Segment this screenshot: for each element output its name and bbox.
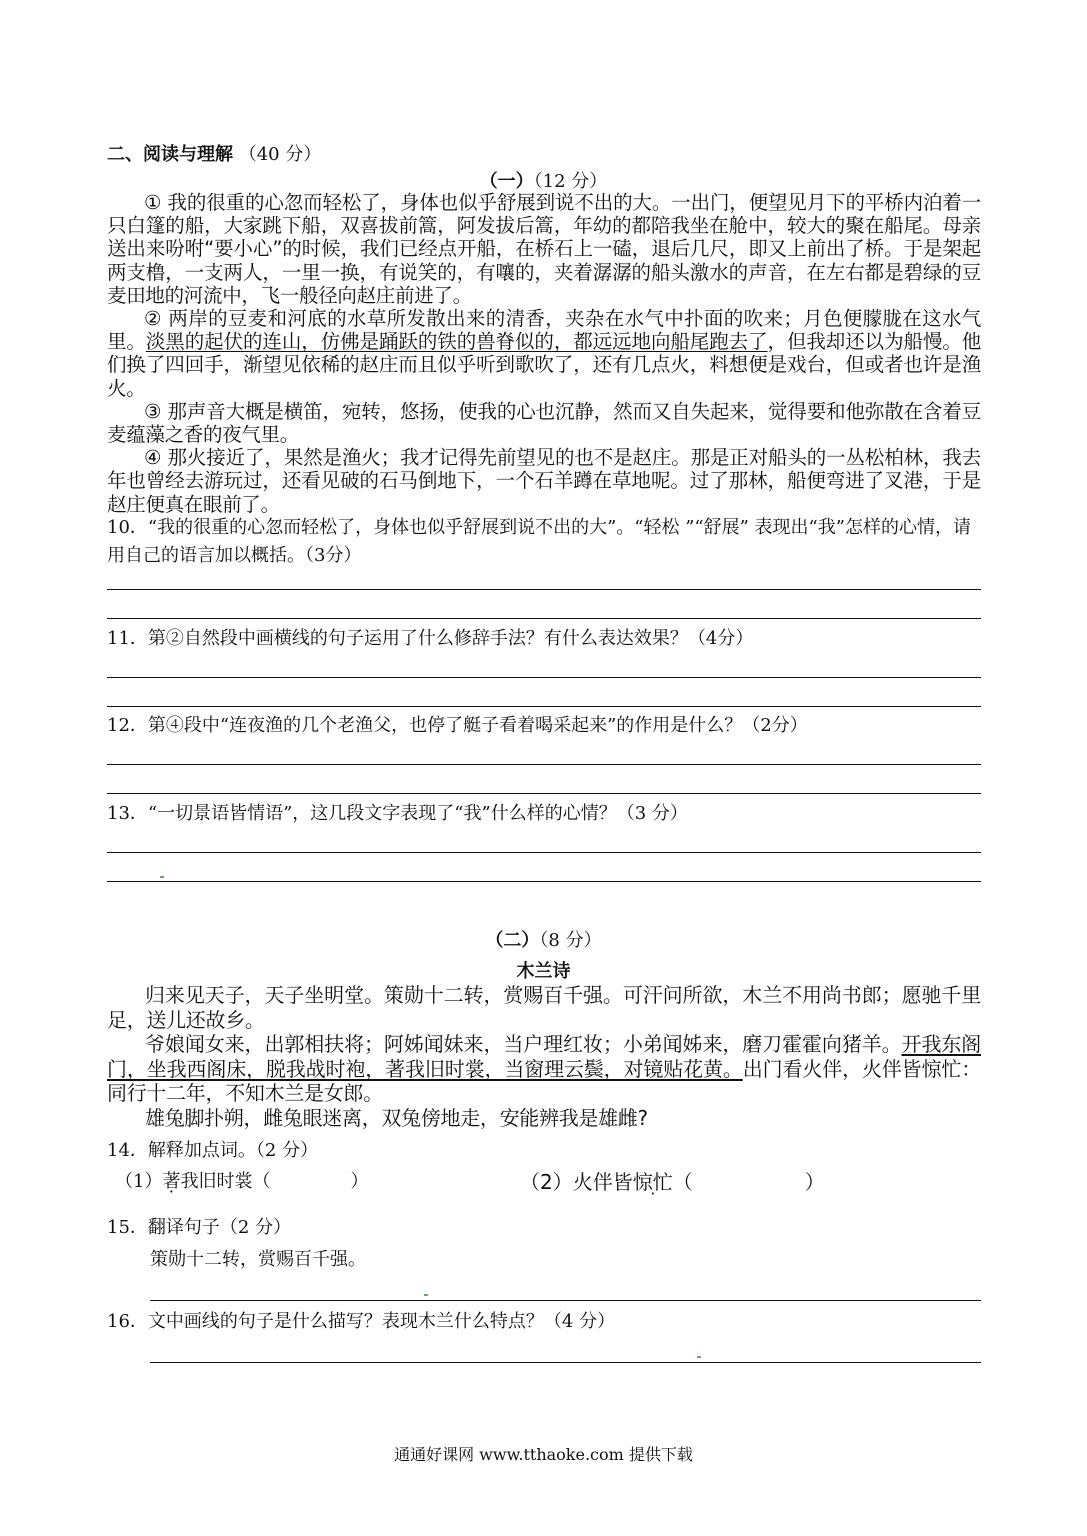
poem-paragraph-2 [107, 1032, 981, 1106]
passage-paragraph-1: ① 我的很重的心忽而轻松了，身体也似乎舒展到说不出的大。一出门，便望见月下的平桥内泊着一只白篷的船，大家跳下船，双喜拔前篙，阿发拔后篙，年幼的都陪我坐在舱中，较大的聚在船尾。母亲送出来吩咐“要小心”的时候，我们已经点开船，在桥石上一磕，退后几尺，即又上前出了桥。于是架起两支橹，一支两人，一里一换，有说笑的，有嚷的，夹着潺潺的船头激水的声音，在左右都是碧绿的豆麦田地的河流中，飞一般径向赵庄前进了。 [107, 191, 981, 307]
part1-passage [107, 191, 981, 516]
answer-line[interactable] [107, 706, 981, 707]
passage-paragraph-3: ③ 那声音大概是横笛，宛转，悠扬，使我的心也沉静，然而又自失起来，觉得要和他弥散在含着豆麦蕴藻之香的夜气里。 [107, 399, 981, 447]
answer-line[interactable] [107, 793, 981, 794]
question-11-text: 11．第②自然段中画横线的句子运用了什么修辞手法？有什么表达效果？（4分） [107, 628, 754, 649]
question-16 [107, 1308, 981, 1336]
question-15-text: 15．翻译句子（2 分） [107, 1217, 292, 1238]
underlined-sentence: 淡黑的起伏的连山，仿佛是踊跃的铁的兽脊似的，都远远地向船尾跑去了 [145, 330, 768, 354]
poem-paragraph-3: 雄兔脚扑朔，雌兔眼迷离，双兔傍地走，安能辨我是雄雌? [145, 1105, 648, 1130]
question-14-item-2 [520, 1168, 825, 1196]
part1-title [0, 167, 1087, 193]
part2-passage [107, 983, 981, 1130]
answer-line[interactable] [107, 764, 981, 765]
paragraph-2-text: ② 两岸的豆麦和河底的水草所发散出来的清香，夹杂在水气中扑面的吹来；月色便朦胧在这水气里。 [107, 307, 981, 354]
item-2-prefix: （2）火伴皆 [520, 1170, 633, 1194]
question-16-text: 16．文中画线的句子是什么描写？表现木兰什么特点？（4 分） [107, 1311, 616, 1332]
question-13 [107, 800, 981, 828]
section-title [107, 140, 321, 166]
answer-line[interactable] [150, 1300, 981, 1301]
section-heading: 二、阅读与理解 [107, 144, 233, 165]
question-12 [107, 712, 981, 740]
page-footer: 通通好课网 www.tthaoke.com 提供下载 [394, 1445, 693, 1464]
passage-paragraph-4: ④ 那火接近了，果然是渔火；我才记得先前望见的也不是赵庄。那是正对船头的一丛松柏林，我去年也曾经去游玩过，还看见破的石马倒地下，一个石羊蹲在草地呢。过了那林，船便弯进了叉港，于是赵庄便真在眼前了。 [107, 446, 981, 516]
part2-points: （8 分） [539, 930, 602, 951]
part2-title [0, 926, 1087, 952]
item-1-prefix: （1） [115, 1171, 163, 1192]
scan-speck [424, 1294, 428, 1296]
poem-underlined-sentence: 开我东阁门，坐我西阁床，脱我战时袍，著我旧时裳，当窗理云鬓，对镜贴花黄。 [107, 1032, 981, 1081]
part1-points: （12 分） [533, 171, 608, 192]
item-1-text: 我旧时裳（ [180, 1171, 271, 1192]
scan-speck [697, 1356, 701, 1358]
part2-heading: （二） [485, 930, 540, 951]
passage-paragraph-2 [107, 307, 981, 400]
dotted-word-2: 惊忙 [632, 1170, 673, 1194]
part1-heading: （一） [479, 171, 534, 192]
section-points: （40 分） [238, 144, 322, 165]
sentence-to-translate: 策勋十二转，赏赐百千强。 [150, 1249, 366, 1270]
question-15-sentence [150, 1246, 981, 1274]
item-2-close: ） [804, 1170, 825, 1194]
poem-paragraph-2-rest: 出门看火伴，火伴皆惊忙：同行十二年，不知木兰是女郎。 [107, 1056, 981, 1105]
answer-line[interactable] [150, 1362, 981, 1363]
item-1-close: ） [350, 1171, 369, 1192]
item-2-text: （ [672, 1170, 693, 1194]
question-13-text: 13．“一切景语皆情语”，这几段文字表现了“我”什么样的心情？（3 分） [107, 803, 688, 824]
answer-line[interactable] [107, 589, 981, 590]
question-12-text: 12．第④段中“连夜渔的几个老渔父，也停了艇子看着喝采起来”的作用是什么？（2分） [107, 715, 808, 736]
question-11 [107, 625, 981, 653]
answer-line[interactable] [107, 881, 981, 882]
poem-paragraph-1: 归来见天子，天子坐明堂。策勋十二转，赏赐百千强。可汗问所欲，木兰不用尚书郎；愿驰千里足，送儿还故乡。 [107, 983, 981, 1032]
question-15 [107, 1214, 981, 1242]
paragraph-2-rest: ，但我却还以为船慢。他们换了四回手，渐望见依稀的赵庄而且似乎听到歌吹了，还有几点火，料想便是戏台，但或者也许是渔火。 [107, 330, 982, 400]
answer-line[interactable] [107, 618, 981, 619]
answer-line[interactable] [107, 852, 981, 853]
question-10 [107, 514, 981, 570]
poem-paragraph-2-text: 爷娘闻女来，出郭相扶将；阿姊闻妹来，当户理红妆；小弟闻姊来，磨刀霍霍向猪羊。 [145, 1032, 902, 1056]
question-14 [107, 1137, 981, 1165]
question-10-text: 10．“我的很重的心忽而轻松了，身体也似乎舒展到说不出的大”。“轻松 ”“舒展” 表现出“我”怎样的心情，请用自己的语言加以概括。（3分） [107, 517, 971, 566]
answer-line[interactable] [107, 677, 981, 678]
question-14-item-1 [115, 1168, 368, 1196]
dotted-word-1: 著 [162, 1171, 181, 1192]
poem-title: 木兰诗 [516, 961, 571, 982]
scan-speck [160, 876, 164, 878]
question-14-text: 14．解释加点词。（2 分） [107, 1140, 319, 1161]
